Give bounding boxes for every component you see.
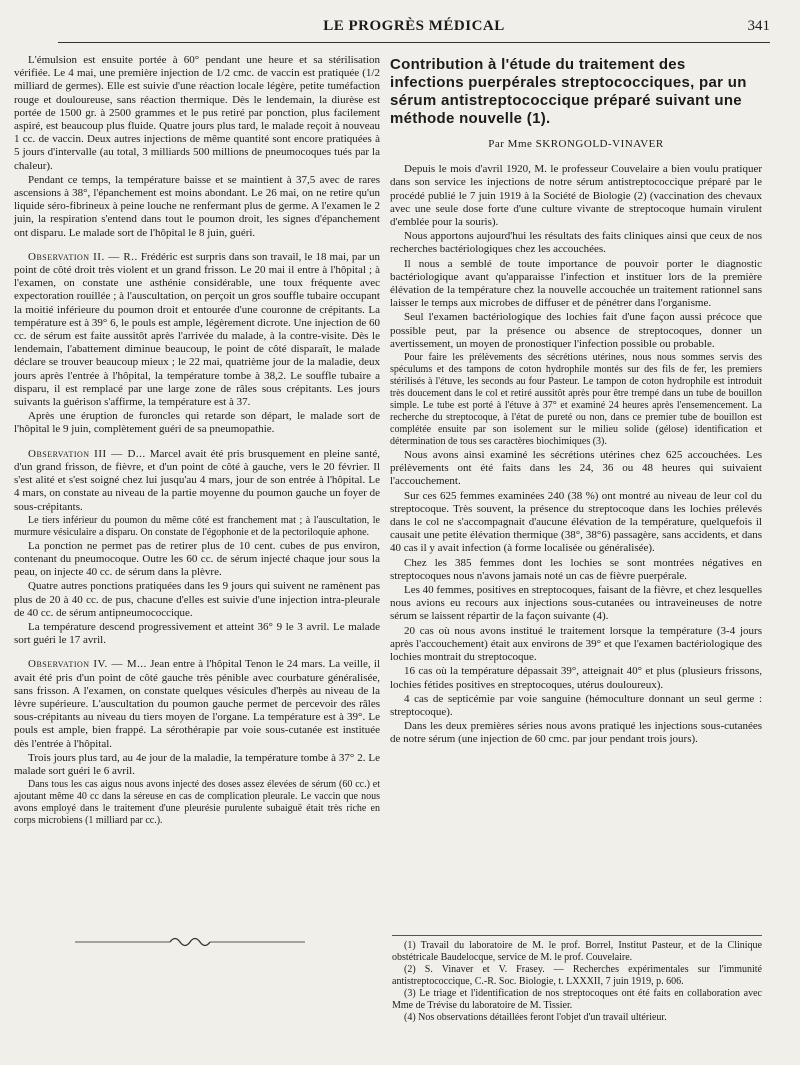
paragraph: Seul l'examen bactériologique des lochies fait d'une façon aussi précoce que possible peut, par la présence ou absence de streptocoques, donner un avertissement, un moyen de pronostiquer l'infection possible ou probable. <box>390 311 762 350</box>
footnotes <box>392 935 762 1025</box>
observation-2 <box>14 251 380 409</box>
observation-3 <box>14 448 380 514</box>
footnote: (3) Le triage et l'identification de nos streptocoques ont été faits en collaboration avec Mme de Trévise du laboratoire de M. Tissier. <box>392 988 762 1011</box>
paragraph: Chez les 385 femmes dont les lochies se sont montrées négatives en streptocoques nous n'avons jamais noté un cas de fièvre puerpérale. <box>390 556 762 582</box>
paragraph: Depuis le mois d'avril 1920, M. le professeur Couvelaire a bien voulu pratiquer dans son service les injections de notre sérum antistreptococcique préparé par le procédé publié le 7 juin 1919 à la Société de Biologie (2) (vaccination des chevaux avec une seule dose forte d'une culture vivante de streptocoque humain virulent d'emblée pour la souris). <box>390 163 762 229</box>
paragraph: Il nous a semblé de toute importance de pouvoir porter le diagnostic bactériologique avant qu'apparaisse l'infection et instituer lors de la première élévation de la température chez la nouvelle accouchée un traitement rationnel sans laisser le temps aux microbes de diffuser et de pénétrer dans l'organisme. <box>390 257 762 310</box>
footnote: (2) S. Vinaver et V. Frasey. — Recherches expérimentales sur l'immunité antistreptococcique, C.-R. Soc. Biologie, t. LXXXII, 7 juin 1919, p. 606. <box>392 964 762 987</box>
paragraph: Le tiers inférieur du poumon du même côté est franchement mat ; à l'auscultation, le murmure vésiculaire a disparu. On constate de l'égophonie et de la pectoriloquie aphone. <box>14 514 380 538</box>
paragraph: Pour faire les prélèvements des sécrétions utérines, nous nous sommes servis des spéculums et des tampons de coton hydrophile montés sur des fils de fer, les premiers stérilisés à l'étuve, les seconds au four Pasteur. Le tampon de coton hydrophile est introduit très doucement dans le col et retiré aussitôt après pour être trempé dans un tube de bouillon simple. Le tube est porté à l'étuve à 37° et examiné 24 heures après l'ensemencement. La recherche du streptocoque, à l'état de pureté ou non, dans ce premier tube de bouillon est complétée ensuite par son isolement sur le milieu solide (gélose) identification et détermination de tous ses caractères biochimiques (3). <box>390 352 762 448</box>
observation-text: Jean entre à l'hôpital Tenon le 24 mars. La veille, il avait été pris d'un point de côté gauche très pénible avec courbature généralisée, sans frisson. A l'examen, on constate quelques vésicules d'herpès au niveau de la lèvre supérieure. L'auscultation du poumon gauche permet de percevoir des râles sous-crépitants au niveau du tiers moyen de l'organe. La température est à 39°. Le pouls est ample, bien frappé. La sérothérapie par voie sous-cutanée est instituée dès l'entrée à l'hôpital. <box>14 658 380 750</box>
paragraph: L'émulsion est ensuite portée à 60° pendant une heure et sa stérilisation vérifiée. Le 4 mai, une première injection de 1/2 cmc. de vaccin est pratiquée (1/2 milliard de germes). Elle est suivie d'une réaction locale légère, petite tuméfaction rouge et douloureuse, sans réaction thermique. Dès le lendemain, la diurèse est portée de 1500 gr. à 2500 grammes et le pus retiré par ponction, plus facilement aspiré, est beaucoup plus fluide. Quatre jours plus tard, le malade reçoit à nouveau 1 cc. de vaccin. Deux autres injections de même quantité sont encore pratiquées à 5 jours d'intervalle (au total, 3 milliards 500 millions de pneumocoques tués par la chaleur). <box>14 54 380 172</box>
article-title: Contribution à l'étude du traitement des infections puerpérales streptococciques, par un sérum antistreptococcique préparé suivant une méthode nouvelle (1). <box>390 56 747 127</box>
paragraph: La ponction ne permet pas de retirer plus de 10 cent. cubes de pus environ, contenant du pneumocoque. Outre les 60 cc. de sérum injecté chaque jour sous la peau, on injecte 40 cc. de sérum dans la plèvre. <box>14 539 380 579</box>
journal-title: LE PROGRÈS MÉDICAL <box>323 18 505 34</box>
paragraph: 4 cas de septicémie par voie sanguine (hémoculture donnant un seul germe : streptocoque). <box>390 692 762 718</box>
paragraph: Dans tous les cas aigus nous avons injecté des doses assez élevées de sérum (60 cc.) et ajoutant même 40 cc dans la séreuse en cas de complication pleurale. Le vaccin que nous avons employé dans le traitement d'une pleurésie purulente subaiguë était très riche en corps microbiens (1 milliard par cc.). <box>14 779 380 827</box>
paragraph: Trois jours plus tard, au 4e jour de la maladie, la température tombe à 37° 2. Le malade sort guéri le 6 avril. <box>14 751 380 777</box>
paragraph: Les 40 femmes, positives en streptocoques, faisant de la fièvre, et chez lesquelles nous avions eu recours aux injections sous-cutanées ou intraveineuses de notre sérum se laissent répartir de la façon suivante (4). <box>390 584 762 623</box>
paragraph: Pendant ce temps, la température baisse et se maintient à 37,5 avec de rares ascensions à 38°, l'épanchement est moins abondant. Le 26 mai, on ne retire qu'un liquide séro-fibrineux à peine louche ne renfermant plus de germe. A l'examen le 2 juin, la respiration s'entend dans tout le poumon droit, les signes d'épanchement ont disparu. Le malade sort de l'hôpital le 8 juin, guéri. <box>14 173 380 239</box>
article-author: Par Mme SKRONGOLD-VINAVER <box>488 138 664 150</box>
right-column <box>390 54 762 746</box>
paragraph: La température descend progressivement et atteint 36° 9 le 3 avril. Le malade sort guéri le 17 avril. <box>14 620 380 647</box>
observation-label: Observation III — D... <box>28 447 146 460</box>
observation-text: Marcel avait été pris brusquement en pleine santé, d'un grand frisson, de fièvre, et d'un point de côté à gauche, vers le 20 février. Il s'est alité et s'est soigné chez lui jusqu'au 4 mars, jour de son entrée à l'hôpital. Le 4 mars, on constate au niveau de la partie moyenne du poumon gauche un foyer de sous-crépitants. <box>14 447 380 513</box>
footnote: (1) Travail du laboratoire de M. le prof. Borrel, Institut Pasteur, et de la Clinique obstétricale Baudelocque, service de M. le prof. Couvelaire. <box>392 940 762 963</box>
page-number: 341 <box>747 18 770 34</box>
footnote: (4) Nos observations détaillées feront l'objet d'un travail ultérieur. <box>404 1012 667 1023</box>
paragraph: 20 cas où nous avons institué le traitement lorsque la température (3-4 jours après l'accouchement) était aux environs de 39° et que l'examen bactériologique des lochies montrait du streptocoque. <box>390 624 762 664</box>
paragraph: Sur ces 625 femmes examinées 240 (38 %) ont montré au niveau de leur col du streptocoque. Très souvent, la présence du streptocoque dans les lochies prélevés dans le col ne s'accompagnait d'aucune élévation de la température, quelquefois il causait une petite élévation thermique (38°, 38°6) passagère, sans accidents, et dans 40 cas il y avait infection (à forme localisée ou généralisée). <box>390 489 762 555</box>
paragraph: Après une éruption de furoncles qui retarde son départ, le malade sort de l'hôpital le 9 juin, complètement guéri de sa pneumopathie. <box>14 410 380 436</box>
observation-4 <box>14 658 380 750</box>
section-end-ornament <box>75 932 305 952</box>
observation-label: Observation II. — R.. <box>28 250 138 263</box>
paragraph: Dans les deux premières séries nous avons pratiqué les injections sous-cutanées de notre sérum (une injection de 60 cmc. par jour pendant trois jours). <box>390 720 762 746</box>
page-header <box>58 14 770 43</box>
paragraph: Nous apportons aujourd'hui les résultats des faits cliniques ainsi que ceux de nos recherches bactériologiques chez les accouchées. <box>390 230 762 256</box>
observation-label: Observation IV. — M... <box>28 658 147 671</box>
paragraph: Nous avons ainsi examiné les sécrétions utérines chez 625 accouchées. Les prélèvements ont été faits dans les 24, 36 ou 48 heures qui suivaient l'accouchement. <box>390 449 762 488</box>
observation-text: Frédéric est surpris dans son travail, le 18 mai, par un point de côté droit très violent et un grand frisson. Le 20 mai il entre à l'hôpital ; à l'examen, on constate une asthénie considérable, une toux fréquente avec expectoration rouillée ; à l'auscultation, on perçoit un gros souffle tubaire occupant la moitié inférieure du poumon droit et entourée d'une couronne de crépitants. La température est à 39° 6, le pouls est ample, légèrement dicrote. Une injection de 60 cc. de sérum est faite aussitôt après l'arrivée du malade, à la contre-visite. Dès le lendemain, l'abattement diminue beaucoup, le point de côté disparaît, le malade déclare se trouver beaucoup mieux ; le 22 mai, quatrième jour de la maladie, deux jours après l'entrée à l'hôpital, la température tombe à 38,2. Le souffle tubaire a disparu, il est remplacé par une large zone de râles sous crépitants. Les jours suivants la guérison s'affirme, la température est à 37. <box>14 250 380 409</box>
paragraph: Quatre autres ponctions pratiquées dans les 9 jours qui suivent ne ramènent pas plus de 20 à 40 cc. de pus, chacune d'elles est suivie d'une injection intra-pleurale de 40 cc. de sérum antipneumococcique. <box>14 580 380 619</box>
left-column <box>14 54 380 904</box>
paragraph: 16 cas où la température dépassait 39°, atteignait 40° et plus (plusieurs frissons, lochies fétides positives en streptocoques, utérus douloureux). <box>390 665 762 691</box>
